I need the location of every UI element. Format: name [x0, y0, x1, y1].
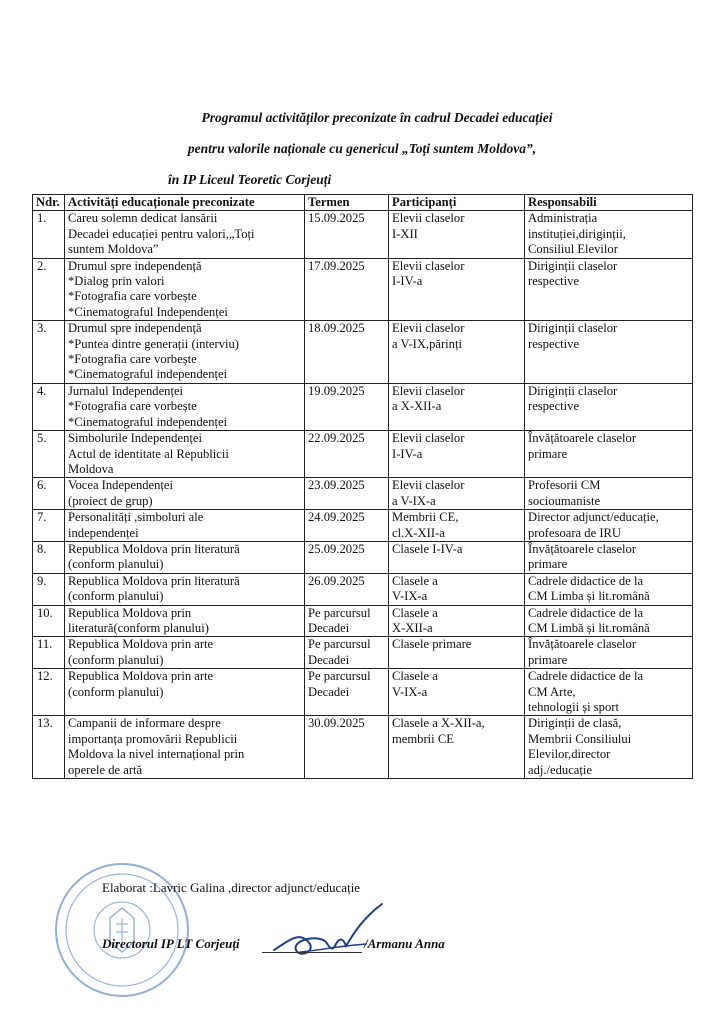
cell-activity: Republica Moldova prin literatură (conform planului): [65, 541, 305, 573]
cell-participants: Membrii CE, cl.X-XII-a: [389, 510, 525, 542]
cell-responsible: Profesorii CM socioumaniste: [525, 478, 693, 510]
cell-participants: Clasele I-IV-a: [389, 541, 525, 573]
table-row: [33, 510, 693, 542]
table-row: [33, 431, 693, 478]
table-header-row: [33, 195, 693, 211]
cell-nr: 12.: [33, 669, 65, 716]
cell-participants: Elevii claselor I-IV-a: [389, 258, 525, 321]
cell-nr: 5.: [33, 431, 65, 478]
cell-participants: Elevii claselor I-XII: [389, 211, 525, 258]
cell-participants: Clasele a V-IX-a: [389, 573, 525, 605]
header-activity: Activități educaționale preconizate: [65, 195, 305, 211]
header-term: Termen: [305, 195, 389, 211]
table-row: [33, 716, 693, 779]
cell-nr: 4.: [33, 383, 65, 430]
cell-responsible: Învățătoarele claselor primare: [525, 541, 693, 573]
table-row: [33, 637, 693, 669]
cell-activity: Personalități ,simboluri ale independenței: [65, 510, 305, 542]
document-title-line-2: pentru valorile naționale cu genericul „Toți suntem Moldova”,: [187, 141, 537, 156]
header-participants: Participanți: [389, 195, 525, 211]
cell-term: 18.09.2025: [305, 321, 389, 384]
cell-participants: Clasele a X-XII-a: [389, 605, 525, 637]
cell-nr: 7.: [33, 510, 65, 542]
cell-activity: Drumul spre independență *Puntea dintre generații (interviu) *Fotografia care vorbește *Cinematograful independenței: [65, 321, 305, 384]
cell-responsible: Diriginții claselor respective: [525, 383, 693, 430]
cell-term: 22.09.2025: [305, 431, 389, 478]
cell-nr: 6.: [33, 478, 65, 510]
cell-activity: Republica Moldova prin arte (conform planului): [65, 637, 305, 669]
cell-responsible: Diriginții de clasă, Membrii Consiliului Elevilor,director adj./educație: [525, 716, 693, 779]
cell-responsible: Cadrele didactice de la CM Limba și lit.română: [525, 573, 693, 605]
table-row: [33, 541, 693, 573]
table-row: [33, 321, 693, 384]
cell-nr: 11.: [33, 637, 65, 669]
table-row: [33, 669, 693, 716]
table-row: [33, 573, 693, 605]
cell-participants: Clasele primare: [389, 637, 525, 669]
cell-activity: Republica Moldova prin literatură(conform planului): [65, 605, 305, 637]
cell-responsible: Cadrele didactice de la CM Arte, tehnologii și sport: [525, 669, 693, 716]
table-row: [33, 211, 693, 258]
cell-activity: Campanii de informare despre importanța promovării Republicii Moldova la nivel internațional prin operele de artă: [65, 716, 305, 779]
cell-activity: Drumul spre independență *Dialog prin valori *Fotografia care vorbește *Cinematograful Independenței: [65, 258, 305, 321]
cell-participants: Clasele a V-IX-a: [389, 669, 525, 716]
cell-term: Pe parcursul Decadei: [305, 637, 389, 669]
director-label: Directorul IP LT Corjeuți: [102, 936, 240, 951]
cell-participants: Elevii claselor I-IV-a: [389, 431, 525, 478]
cell-activity: Republica Moldova prin arte (conform planului): [65, 669, 305, 716]
header-nr: Ndr.: [33, 195, 65, 211]
cell-responsible: Administrația instituției,diriginții, Consiliul Elevilor: [525, 211, 693, 258]
director-signature: [270, 900, 390, 970]
cell-term: 17.09.2025: [305, 258, 389, 321]
table-row: [33, 258, 693, 321]
cell-nr: 1.: [33, 211, 65, 258]
table-row: [33, 605, 693, 637]
cell-activity: Careu solemn dedicat lansării Decadei educației pentru valori,„Toți suntem Moldova”: [65, 211, 305, 258]
table-row: [33, 383, 693, 430]
cell-responsible: Diriginții claselor respective: [525, 258, 693, 321]
cell-term: Pe parcursul Decadei: [305, 669, 389, 716]
elaborated-by: Elaborat :Lavric Galina ,director adjunct/educație: [102, 880, 361, 895]
cell-nr: 10.: [33, 605, 65, 637]
cell-term: 19.09.2025: [305, 383, 389, 430]
cell-responsible: Diriginții claselor respective: [525, 321, 693, 384]
director-name: /Armanu Anna: [364, 936, 445, 951]
cell-term: 25.09.2025: [305, 541, 389, 573]
document-title-line-3: în IP Liceul Teoretic Corjeuți: [168, 172, 332, 187]
cell-responsible: Director adjunct/educație, profesoara de IRU: [525, 510, 693, 542]
signature-line: [262, 952, 362, 953]
cell-nr: 13.: [33, 716, 65, 779]
cell-nr: 2.: [33, 258, 65, 321]
cell-activity: Simbolurile Independenței Actul de identitate al Republicii Moldova: [65, 431, 305, 478]
table-body: [33, 211, 693, 779]
cell-activity: Vocea Independenței (proiect de grup): [65, 478, 305, 510]
cell-responsible: Învățătoarele claselor primare: [525, 637, 693, 669]
document-title-line-1: Programul activităților preconizate în cadrul Decadei educației: [201, 110, 553, 125]
cell-activity: Jurnalul Independenței *Fotografia care vorbește *Cinematograful independenței: [65, 383, 305, 430]
cell-participants: Clasele a X-XII-a, membrii CE: [389, 716, 525, 779]
cell-term: Pe parcursul Decadei: [305, 605, 389, 637]
cell-participants: Elevii claselor a V-IX-a: [389, 478, 525, 510]
cell-nr: 3.: [33, 321, 65, 384]
activities-table: [32, 194, 693, 779]
cell-term: 15.09.2025: [305, 211, 389, 258]
cell-responsible: Cadrele didactice de la CM Limbă și lit.română: [525, 605, 693, 637]
cell-nr: 9.: [33, 573, 65, 605]
header-responsible: Responsabili: [525, 195, 693, 211]
cell-responsible: Învățătoarele claselor primare: [525, 431, 693, 478]
cell-participants: Elevii claselor a V-IX,părinți: [389, 321, 525, 384]
cell-participants: Elevii claselor a X-XII-a: [389, 383, 525, 430]
table-row: [33, 478, 693, 510]
cell-nr: 8.: [33, 541, 65, 573]
cell-term: 23.09.2025: [305, 478, 389, 510]
cell-term: 24.09.2025: [305, 510, 389, 542]
cell-term: 30.09.2025: [305, 716, 389, 779]
cell-term: 26.09.2025: [305, 573, 389, 605]
cell-activity: Republica Moldova prin literatură (conform planului): [65, 573, 305, 605]
